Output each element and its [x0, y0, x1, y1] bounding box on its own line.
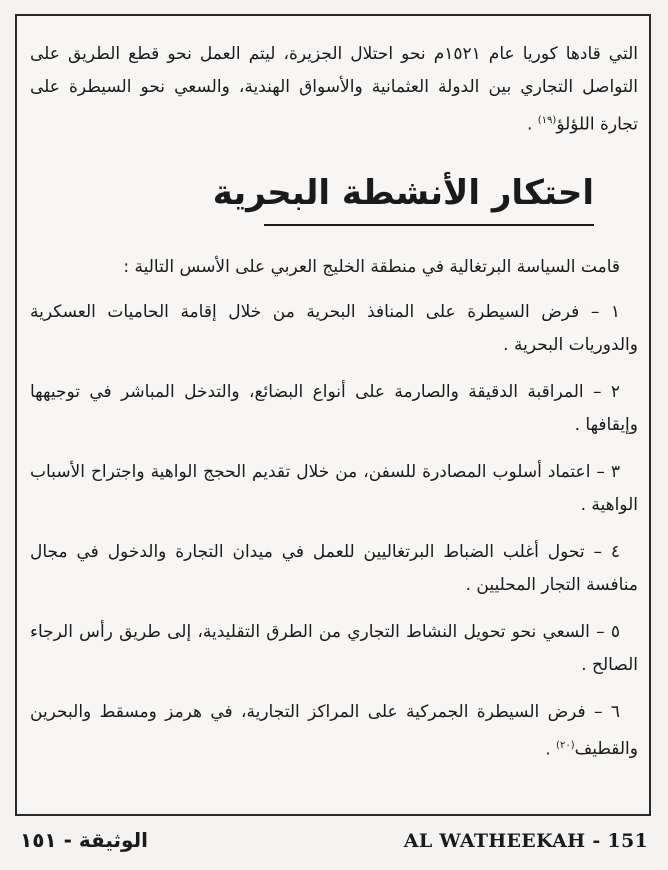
intro-text: التي قادها كوريا عام ١٥٢١م نحو احتلال الجزيرة، ليتم العمل نحو قطع الطريق على التواصل التجاري بين الدولة العثمانية والأسواق الهندية، والسعي نحو السيطرة على تجارة اللؤلؤ: [30, 44, 638, 135]
intro-ending: .: [526, 114, 538, 135]
footnote-ref-19: (١٩): [537, 115, 557, 126]
list-item: [30, 696, 638, 767]
list-item: [30, 616, 638, 682]
principles-list: [30, 296, 638, 767]
intro-section: [30, 38, 638, 142]
list-item-text: ٦ – فرض السيطرة الجمركية على المراكز التجارية، في هرمز ومسقط والبحرين والقطيف: [30, 701, 638, 760]
footer-english-title: AL WATHEEKAH - 151: [403, 830, 648, 852]
list-item: [30, 536, 638, 602]
list-item: [30, 456, 638, 522]
document-body: [30, 38, 638, 766]
footnote-ref-20: (٢٠): [556, 739, 575, 751]
list-item-text: ٥ – السعي نحو تحويل النشاط التجاري من الطرق التقليدية، إلى طريق رأس الرجاء الصالح .: [30, 621, 638, 675]
list-item-text: ١ – فرض السيطرة على المنافذ البحرية من خلال إقامة الحاميات العسكرية والدوريات البحرية .: [30, 301, 638, 355]
list-item-text: ٤ – تحول أغلب الضباط البرتغاليين للعمل في ميدان التجارة والدخول في مجال منافسة التجار المحليين .: [30, 541, 638, 595]
intro-paragraph: [30, 38, 638, 142]
section-heading: احتكار الأنشطة البحرية: [212, 172, 594, 213]
list-item: [30, 296, 638, 362]
footer-arabic-title: الوثيقة - ١٥١: [20, 828, 148, 852]
section-heading-wrap: [30, 168, 638, 238]
list-item-ending: .: [545, 739, 557, 760]
lead-paragraph: قامت السياسة البرتغالية في منطقة الخليج العربي على الأسس التالية :: [123, 256, 620, 277]
list-item: [30, 376, 638, 442]
list-item-text: ٣ – اعتماد أسلوب المصادرة للسفن، من خلال تقديم الحجج الواهية واجتراح الأسباب الواهية .: [30, 461, 638, 515]
heading-underline: [264, 224, 594, 226]
page-footer: [18, 828, 650, 862]
list-item-text: ٢ – المراقبة الدقيقة والصارمة على أنواع البضائع، والتدخل المباشر في توجيهها وإيقافها .: [30, 381, 638, 435]
